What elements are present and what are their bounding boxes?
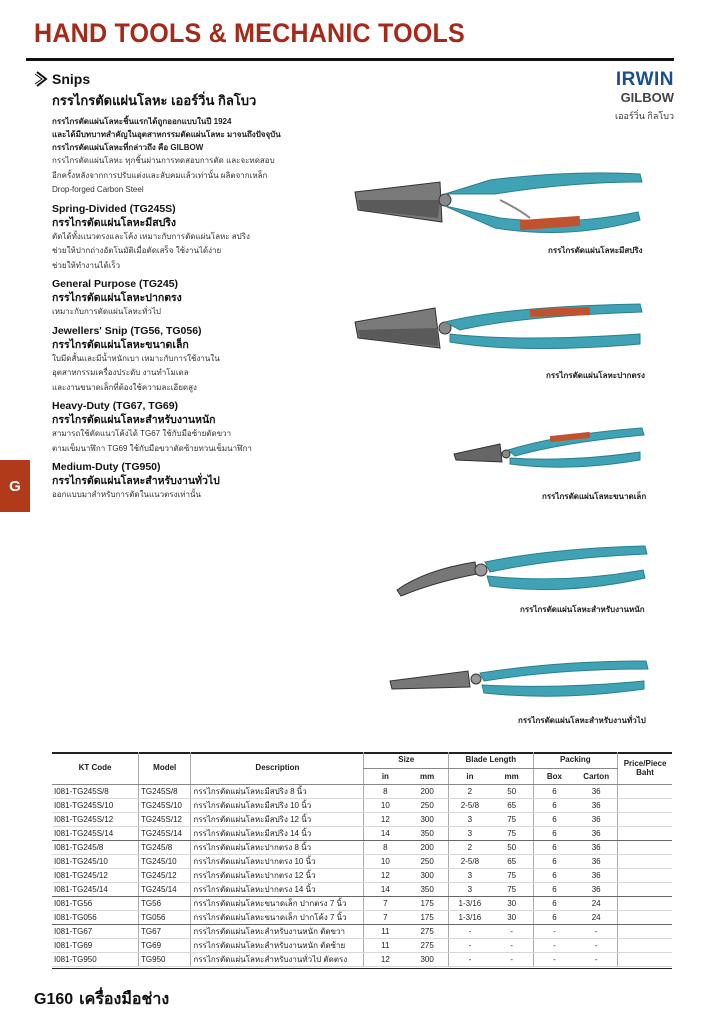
snips-spring-photo bbox=[350, 160, 660, 250]
table-cell: 50 bbox=[491, 784, 533, 798]
col-packing: Packing bbox=[533, 752, 618, 768]
table-cell: 3 bbox=[449, 826, 491, 840]
brand-name: IRWIN bbox=[615, 69, 674, 90]
header-divider bbox=[26, 58, 674, 61]
category-name-en: Heavy-Duty (TG67, TG69) bbox=[52, 400, 179, 412]
table-cell: TG56 bbox=[139, 896, 191, 910]
table-cell: - bbox=[575, 924, 617, 938]
table-cell: TG67 bbox=[139, 924, 191, 938]
table-cell bbox=[618, 798, 672, 812]
table-cell: 12 bbox=[364, 952, 406, 966]
table-cell bbox=[618, 826, 672, 840]
table-cell: 175 bbox=[406, 910, 448, 924]
table-cell: I081-TG245/8 bbox=[52, 840, 139, 854]
table-cell: - bbox=[575, 938, 617, 952]
table-cell: TG056 bbox=[139, 910, 191, 924]
intro-detail: Drop-forged Carbon Steel bbox=[52, 185, 144, 194]
table-cell: TG245S/8 bbox=[139, 784, 191, 798]
table-cell: I081-TG245/14 bbox=[52, 882, 139, 896]
col-blade-in: in bbox=[449, 768, 491, 784]
col-box: Box bbox=[533, 768, 575, 784]
table-cell: TG245S/10 bbox=[139, 798, 191, 812]
table-cell: 10 bbox=[364, 798, 406, 812]
table-cell bbox=[618, 840, 672, 854]
table-cell: 6 bbox=[533, 896, 575, 910]
col-model: Model bbox=[139, 752, 191, 784]
table-cell: 65 bbox=[491, 798, 533, 812]
table-cell: 250 bbox=[406, 854, 448, 868]
category-desc: ตามเข็มนาฬิกา TG69 ใช้กับมือขวาตัดซ้ายทวนเข็มนาฬิกา bbox=[52, 443, 252, 453]
table-cell bbox=[618, 784, 672, 798]
brand-sub: GILBOW bbox=[620, 90, 674, 105]
table-cell: 1-3/16 bbox=[449, 910, 491, 924]
table-cell: 6 bbox=[533, 868, 575, 882]
table-cell: 10 bbox=[364, 854, 406, 868]
table-cell: I081-TG56 bbox=[52, 896, 139, 910]
table-cell: 275 bbox=[406, 938, 448, 952]
table-cell: 6 bbox=[533, 910, 575, 924]
section-title: Snips bbox=[52, 71, 91, 87]
table-cell: - bbox=[491, 952, 533, 966]
photo-caption: กรรไกรตัดแผ่นโลหะขนาดเล็ก bbox=[542, 492, 647, 501]
table-cell: กรรไกรตัดแผ่นโลหะสำหรับงานทั่วไป ตัดตรง bbox=[191, 952, 364, 966]
table-cell: TG245S/14 bbox=[139, 826, 191, 840]
product-description bbox=[52, 115, 352, 503]
table-cell: 7 bbox=[364, 896, 406, 910]
table-cell: 30 bbox=[491, 910, 533, 924]
table-cell: 6 bbox=[533, 882, 575, 896]
category-desc: และงานขนาดเล็กที่ต้องใช้ความละเอียดสูง bbox=[52, 382, 197, 392]
snips-medium-duty-photo bbox=[388, 655, 660, 703]
table-cell: 6 bbox=[533, 854, 575, 868]
table-cell: 3 bbox=[449, 868, 491, 882]
page-number: G160 bbox=[34, 991, 74, 1008]
category-name-th: กรรไกรตัดแผ่นโลหะมีสปริง bbox=[52, 216, 177, 229]
category-name-th: กรรไกรตัดแผ่นโลหะขนาดเล็ก bbox=[52, 338, 189, 351]
snips-jewellers-photo bbox=[450, 420, 660, 475]
table-row bbox=[52, 910, 672, 924]
category-desc: สามารถใช้ตัดแนวโค้งได้ TG67 ใช้กับมือซ้ายตัดขวา bbox=[52, 429, 232, 438]
section-tab-g[interactable]: G bbox=[0, 460, 30, 512]
table-cell: 350 bbox=[406, 826, 448, 840]
col-description: Description bbox=[191, 752, 364, 784]
photo-caption: กรรไกรตัดแผ่นโลหะปากตรง bbox=[546, 371, 645, 380]
table-cell: กรรไกรตัดแผ่นโลหะขนาดเล็ก ปากตรง 7 นิ้ว bbox=[191, 896, 364, 910]
table-cell: I081-TG245S/10 bbox=[52, 798, 139, 812]
table-cell bbox=[618, 924, 672, 938]
table-cell: 30 bbox=[491, 896, 533, 910]
table-cell: 1-3/16 bbox=[449, 896, 491, 910]
photo-caption: กรรไกรตัดแผ่นโลหะสำหรับงานทั่วไป bbox=[518, 716, 646, 725]
table-cell: 36 bbox=[575, 798, 617, 812]
table-cell: 24 bbox=[575, 896, 617, 910]
category-name-en: General Purpose (TG245) bbox=[52, 278, 179, 290]
table-cell: 36 bbox=[575, 784, 617, 798]
category-name-en: Spring-Divided (TG245S) bbox=[52, 202, 176, 215]
table-cell: - bbox=[575, 952, 617, 966]
table-cell: I081-TG056 bbox=[52, 910, 139, 924]
table-cell: 8 bbox=[364, 784, 406, 798]
table-cell: กรรไกรตัดแผ่นโลหะปากตรง 8 นิ้ว bbox=[191, 840, 364, 854]
table-cell: TG245/8 bbox=[139, 840, 191, 854]
table-cell: 200 bbox=[406, 784, 448, 798]
table-cell: - bbox=[491, 924, 533, 938]
page-footer bbox=[34, 987, 175, 1012]
table-cell bbox=[618, 868, 672, 882]
table-cell: 3 bbox=[449, 882, 491, 896]
table-bottom-rule bbox=[52, 968, 672, 969]
spec-table bbox=[52, 752, 672, 967]
table-cell: TG245/14 bbox=[139, 882, 191, 896]
table-cell: กรรไกรตัดแผ่นโลหะปากตรง 14 นิ้ว bbox=[191, 882, 364, 896]
table-cell: 12 bbox=[364, 868, 406, 882]
table-cell: TG245/10 bbox=[139, 854, 191, 868]
table-row bbox=[52, 868, 672, 882]
table-cell: - bbox=[491, 938, 533, 952]
table-row bbox=[52, 826, 672, 840]
table-row bbox=[52, 812, 672, 826]
col-size: Size bbox=[364, 752, 449, 768]
category-name-en: Medium-Duty (TG950) bbox=[52, 461, 161, 473]
table-cell: 12 bbox=[364, 812, 406, 826]
table-cell: TG950 bbox=[139, 952, 191, 966]
table-cell: 11 bbox=[364, 938, 406, 952]
table-cell: TG245/12 bbox=[139, 868, 191, 882]
table-cell: 75 bbox=[491, 826, 533, 840]
table-cell: I081-TG245S/8 bbox=[52, 784, 139, 798]
section-subtitle: กรรไกรตัดแผ่นโลหะ เออร์วิ่น กิลโบว bbox=[52, 93, 257, 108]
table-cell: กรรไกรตัดแผ่นโลหะปากตรง 10 นิ้ว bbox=[191, 854, 364, 868]
table-cell: 6 bbox=[533, 840, 575, 854]
table-cell: 2-5/8 bbox=[449, 854, 491, 868]
table-row bbox=[52, 854, 672, 868]
table-row bbox=[52, 840, 672, 854]
table-cell: 8 bbox=[364, 840, 406, 854]
table-row bbox=[52, 924, 672, 938]
brand-logo bbox=[584, 70, 674, 123]
category-name-en: Jewellers' Snip (TG56, TG056) bbox=[52, 324, 202, 337]
table-cell: 65 bbox=[491, 854, 533, 868]
table-cell bbox=[618, 854, 672, 868]
table-cell: 36 bbox=[575, 840, 617, 854]
table-cell: 2 bbox=[449, 784, 491, 798]
category-desc: ช่วยให้ทำงานได้เร็ว bbox=[52, 260, 121, 270]
photo-caption: กรรไกรตัดแผ่นโลหะมีสปริง bbox=[548, 246, 643, 255]
table-cell bbox=[618, 882, 672, 896]
col-kt-code: KT Code bbox=[52, 752, 139, 784]
intro-detail: กรรไกรตัดแผ่นโลหะ ทุกชิ้นผ่านการทดสอบการตัด และจะทดสอบ bbox=[52, 156, 275, 165]
intro-detail: อีกครั้งหลังจากการปรับแต่งและลับคมแล้วเท่านั้น ผลิตจากเหล็ก bbox=[52, 170, 268, 180]
table-cell: 75 bbox=[491, 882, 533, 896]
snips-straight-photo bbox=[350, 292, 660, 367]
table-cell: 2-5/8 bbox=[449, 798, 491, 812]
table-cell bbox=[618, 812, 672, 826]
table-cell: 3 bbox=[449, 812, 491, 826]
category-name-th: กรรไกรตัดแผ่นโลหะปากตรง bbox=[52, 292, 182, 304]
table-row bbox=[52, 896, 672, 910]
snips-heavy-duty-photo bbox=[395, 540, 660, 602]
table-cell: 300 bbox=[406, 868, 448, 882]
table-cell bbox=[618, 938, 672, 952]
table-row bbox=[52, 784, 672, 798]
table-cell: 7 bbox=[364, 910, 406, 924]
brand-thai: เออร์วิ่น กิลโบว bbox=[615, 111, 674, 121]
table-cell: 6 bbox=[533, 798, 575, 812]
chevron-right-icon bbox=[35, 70, 49, 88]
category-desc: ออกแบบมาสำหรับการตัดในแนวตรงเท่านั้น bbox=[52, 490, 201, 499]
table-cell: 36 bbox=[575, 868, 617, 882]
col-size-in: in bbox=[364, 768, 406, 784]
table-cell: 275 bbox=[406, 924, 448, 938]
table-cell: กรรไกรตัดแผ่นโลหะมีสปริง 14 นิ้ว bbox=[191, 826, 364, 840]
table-cell: - bbox=[533, 938, 575, 952]
col-blade-mm: mm bbox=[491, 768, 533, 784]
table-cell: I081-TG69 bbox=[52, 938, 139, 952]
table-cell: I081-TG245/12 bbox=[52, 868, 139, 882]
table-cell: - bbox=[449, 952, 491, 966]
table-cell: 14 bbox=[364, 826, 406, 840]
table-cell: - bbox=[449, 924, 491, 938]
table-row bbox=[52, 938, 672, 952]
table-cell: 50 bbox=[491, 840, 533, 854]
table-cell: 6 bbox=[533, 826, 575, 840]
table-cell: 36 bbox=[575, 854, 617, 868]
table-cell: I081-TG245/10 bbox=[52, 854, 139, 868]
page-header-title: HAND TOOLS & MECHANIC TOOLS bbox=[34, 18, 465, 48]
category-desc: เหมาะกับการตัดแผ่นโลหะทั่วไป bbox=[52, 307, 161, 316]
table-cell: กรรไกรตัดแผ่นโลหะปากตรง 12 นิ้ว bbox=[191, 868, 364, 882]
table-cell: 11 bbox=[364, 924, 406, 938]
table-cell: I081-TG950 bbox=[52, 952, 139, 966]
table-cell bbox=[618, 896, 672, 910]
col-carton: Carton bbox=[575, 768, 617, 784]
table-cell bbox=[618, 910, 672, 924]
table-cell: กรรไกรตัดแผ่นโลหะสำหรับงานหนัก ตัดซ้าย bbox=[191, 938, 364, 952]
table-cell: 300 bbox=[406, 812, 448, 826]
table-cell: 36 bbox=[575, 812, 617, 826]
table-row bbox=[52, 798, 672, 812]
table-cell: - bbox=[533, 924, 575, 938]
table-cell: 24 bbox=[575, 910, 617, 924]
table-cell: - bbox=[533, 952, 575, 966]
table-cell: 75 bbox=[491, 868, 533, 882]
col-size-mm: mm bbox=[406, 768, 448, 784]
col-blade-length: Blade Length bbox=[449, 752, 534, 768]
table-cell: TG245S/12 bbox=[139, 812, 191, 826]
table-row bbox=[52, 882, 672, 896]
category-desc: ใบมีดสั้นและมีน้ำหนักเบา เหมาะกับการใช้งานใน bbox=[52, 353, 220, 363]
table-cell: 6 bbox=[533, 812, 575, 826]
intro-line: และได้มีบทบาทสำคัญในอุตสาหกรรมตัดแผ่นโลหะ มาจนถึงปัจจุบัน bbox=[52, 130, 281, 139]
table-cell bbox=[618, 952, 672, 966]
table-cell: 6 bbox=[533, 784, 575, 798]
category-name-th: กรรไกรตัดแผ่นโลหะสำหรับงานหนัก bbox=[52, 414, 216, 426]
table-cell: I081-TG245S/14 bbox=[52, 826, 139, 840]
table-row bbox=[52, 952, 672, 966]
table-cell: กรรไกรตัดแผ่นโลหะมีสปริง 12 นิ้ว bbox=[191, 812, 364, 826]
category-desc: อุตสาหกรรมเครื่องประดับ งานทำโมเดล bbox=[52, 368, 189, 377]
table-cell: 36 bbox=[575, 826, 617, 840]
table-cell: 2 bbox=[449, 840, 491, 854]
table-cell: กรรไกรตัดแผ่นโลหะขนาดเล็ก ปากโค้ง 7 นิ้ว bbox=[191, 910, 364, 924]
table-cell: 350 bbox=[406, 882, 448, 896]
table-cell: 200 bbox=[406, 840, 448, 854]
photo-caption: กรรไกรตัดแผ่นโลหะสำหรับงานหนัก bbox=[520, 605, 645, 614]
table-cell: กรรไกรตัดแผ่นโลหะสำหรับงานหนัก ตัดขวา bbox=[191, 924, 364, 938]
category-desc: ช่วยให้ปากถ่างอัตโนมัติเมื่อตัดเสร็จ ใช้งานได้ง่าย bbox=[52, 246, 222, 255]
category-desc: ตัดได้ทั้งแนวตรงและโค้ง เหมาะกับการตัดแผ่นโลหะ สปริง bbox=[52, 231, 250, 241]
table-cell: 36 bbox=[575, 882, 617, 896]
table-cell: 250 bbox=[406, 798, 448, 812]
table-cell: 300 bbox=[406, 952, 448, 966]
table-cell: กรรไกรตัดแผ่นโลหะมีสปริง 10 นิ้ว bbox=[191, 798, 364, 812]
table-cell: - bbox=[449, 938, 491, 952]
intro-line: กรรไกรตัดแผ่นโลหะที่กล่าวถึง คือ GILBOW bbox=[52, 143, 204, 152]
table-cell: 14 bbox=[364, 882, 406, 896]
table-cell: I081-TG245S/12 bbox=[52, 812, 139, 826]
table-cell: I081-TG67 bbox=[52, 924, 139, 938]
table-cell: กรรไกรตัดแผ่นโลหะมีสปริง 8 นิ้ว bbox=[191, 784, 364, 798]
col-price: Price/Piece Baht bbox=[618, 752, 672, 784]
table-cell: 175 bbox=[406, 896, 448, 910]
table-cell: 75 bbox=[491, 812, 533, 826]
table-cell: TG69 bbox=[139, 938, 191, 952]
footer-label: เครื่องมือช่าง bbox=[79, 991, 170, 1008]
category-name-th: กรรไกรตัดแผ่นโลหะสำหรับงานทั่วไป bbox=[52, 475, 220, 487]
intro-line: กรรไกรตัดแผ่นโลหะชิ้นแรกได้ถูกออกแบบในปี 1924 bbox=[52, 117, 232, 126]
